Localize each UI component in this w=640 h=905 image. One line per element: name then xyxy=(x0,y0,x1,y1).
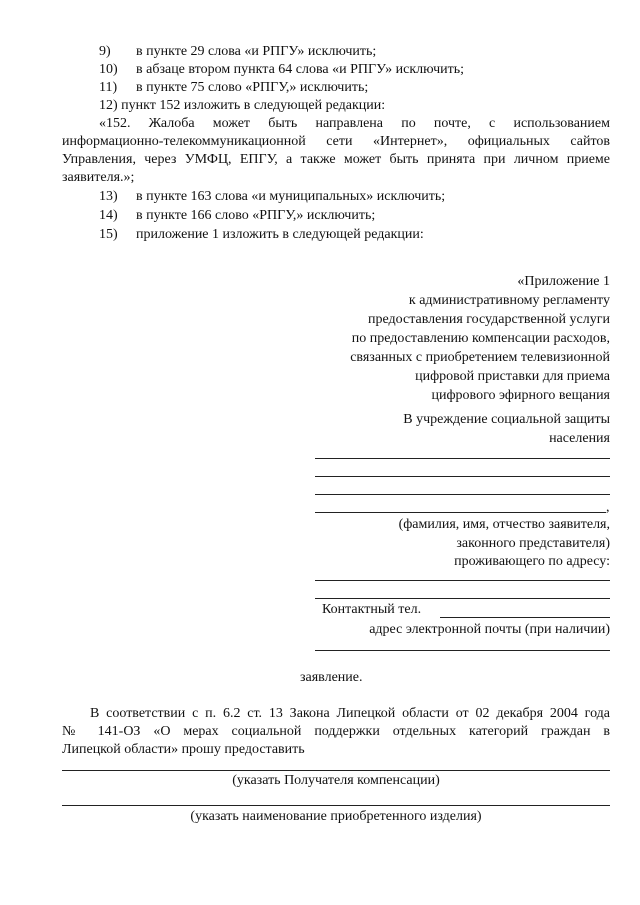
addressee-blank-2[interactable] xyxy=(315,476,610,477)
item-10-number: 10) xyxy=(99,62,118,77)
item-10-text: в абзаце втором пункта 64 слова «и РПГУ» исключить; xyxy=(136,62,464,77)
body-line3: Липецкой области» прошу предоставить xyxy=(62,742,305,757)
body-line1: В соответствии с п. 6.2 ст. 13 Закона Липецкой области от 02 декабря 2004 года xyxy=(90,706,610,721)
applicant-hint-line1: (фамилия, имя, отчество заявителя, xyxy=(398,517,610,532)
address-blank-2[interactable] xyxy=(315,598,610,599)
item-name-hint: (указать наименование приобретенного изделия) xyxy=(190,809,482,824)
email-blank[interactable] xyxy=(315,650,610,651)
body-line2: № 141-ОЗ «О мерах социальной поддержки отдельных категорий граждан в xyxy=(62,724,610,739)
applicant-hint-line2: законного представителя) xyxy=(456,536,610,551)
addressee-line2: населения xyxy=(549,431,610,446)
p152-line4: заявителя.»; xyxy=(62,170,135,185)
applicant-name-blank[interactable] xyxy=(315,512,606,513)
recipient-hint: (указать Получателя компенсации) xyxy=(232,773,440,788)
item-11-text: в пункте 75 слово «РПГУ,» исключить; xyxy=(136,80,369,95)
addressee-blank-1[interactable] xyxy=(315,458,610,459)
phone-label: Контактный тел. xyxy=(322,602,422,617)
p152-line1: «152. Жалоба может быть направлена по почте, с использованием xyxy=(99,116,610,131)
item-15-number: 15) xyxy=(99,227,118,242)
appendix-header-line: цифрового эфирного вещания xyxy=(431,388,610,403)
appendix-header-line: «Приложение 1 xyxy=(517,274,610,289)
residing-label: проживающего по адресу: xyxy=(454,554,610,569)
p152-line3: Управления, через УМФЦ, ЕПГУ, а также может быть принята при личном приеме xyxy=(62,152,610,167)
phone-blank[interactable] xyxy=(440,617,610,618)
item-13-text: в пункте 163 слова «и муниципальных» исключить; xyxy=(136,189,446,204)
addressee-blank-3[interactable] xyxy=(315,494,610,495)
item-13-number: 13) xyxy=(99,189,118,204)
appendix-header-line: к административному регламенту xyxy=(408,293,610,308)
item-9-number: 9) xyxy=(99,44,111,59)
addressee-line1: В учреждение социальной защиты xyxy=(403,412,610,427)
item-14-number: 14) xyxy=(99,208,118,223)
item-name-blank[interactable] xyxy=(62,805,610,806)
appendix-header-line: связанных с приобретением телевизионной xyxy=(350,350,610,365)
item-12-text: 12) пункт 152 изложить в следующей редакции: xyxy=(99,98,386,113)
appendix-header-line: цифровой приставки для приема xyxy=(415,369,610,384)
item-14-text: в пункте 166 слово «РПГУ,» исключить; xyxy=(136,208,376,223)
item-15-text: приложение 1 изложить в следующей редакции: xyxy=(136,227,424,242)
item-11-number: 11) xyxy=(99,80,118,95)
p152-line2: информационно-телекоммуникационной сети «Интернет», официальных сайтов xyxy=(62,134,610,149)
item-9-text: в пункте 29 слова «и РПГУ» исключить; xyxy=(136,44,377,59)
address-blank-1[interactable] xyxy=(315,580,610,581)
recipient-blank[interactable] xyxy=(62,770,610,771)
appendix-header-line: по предоставлению компенсации расходов, xyxy=(351,331,610,346)
email-label: адрес электронной почты (при наличии) xyxy=(369,622,610,637)
appendix-header-line: предоставления государственной услуги xyxy=(368,312,610,327)
statement-title: заявление. xyxy=(300,670,363,685)
applicant-name-comma: , xyxy=(606,500,610,515)
